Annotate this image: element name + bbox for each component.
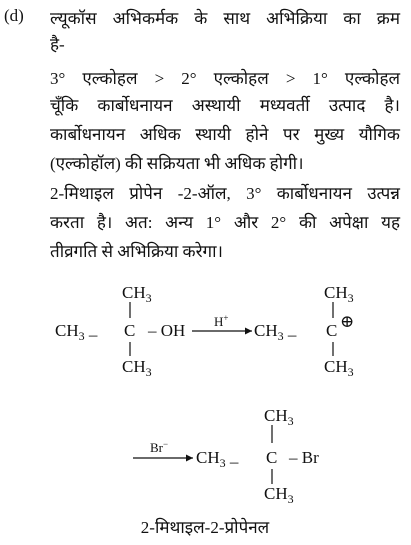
reactant-structure [55, 283, 185, 379]
positive-charge-icon: ⊕ [340, 312, 355, 331]
arrow-head [245, 328, 252, 335]
cation-top-group: $CH_3$ [324, 283, 354, 305]
text-line-5: कार्बोधनायन अधिक स्थायी होने पर मुख्य यौगिक [50, 125, 400, 144]
reactant-center-atom: C [124, 321, 136, 340]
cation-left-group: $CH_3$ – [254, 321, 297, 344]
reaction2-arrow [133, 439, 193, 462]
reactant-right-group: – OH [148, 321, 186, 340]
carbocation-structure [254, 283, 354, 379]
reaction1-arrow [192, 313, 252, 335]
text-line-1: ल्यूकॉस अभिकर्मक के साथ अभिक्रिया का क्रम [50, 9, 400, 28]
cation-center-atom: C [326, 321, 338, 340]
product-top-group: $CH_3$ [264, 406, 294, 428]
product-right-group: – Br [289, 448, 319, 467]
product-center-atom: C [266, 448, 278, 467]
reactant-left-group: $CH_3$ – [55, 321, 98, 344]
text-line-7: 2-मिथाइल प्रोपेन -2-ऑल, 3° कार्बोधनायन उत्पन्न [50, 184, 400, 203]
product-bottom-group: $CH_3$ [264, 484, 294, 506]
product-left-group: $CH_3$ – [196, 448, 239, 471]
reaction2-reagent: Br− [150, 439, 169, 455]
reactant-bottom-group: $CH_3$ [122, 357, 152, 379]
arrow-head [186, 455, 193, 462]
cation-bottom-group: $CH_3$ [324, 357, 354, 379]
option-label: (d) [4, 6, 24, 25]
product-name: 2-मिथाइल-2-प्रोपेनल [140, 518, 270, 537]
text-line-6: (एल्कोहॉल) की सक्रियता भी अधिक होगी। [50, 154, 304, 173]
text-line-4: चूँकि कार्बोधनायन अस्थायी मध्यवर्ती उत्पाद है। [50, 96, 400, 115]
text-line-3: 3° एल्कोहल > 2° एल्कोहल > 1° एल्कोहल [50, 69, 400, 88]
product-structure [196, 406, 319, 506]
reactant-top-group: $CH_3$ [122, 283, 152, 305]
text-line-2: है- [50, 35, 65, 54]
reaction1-reagent: H+ [214, 313, 229, 329]
text-line-8: करता है। अत: अन्य 1° और 2° की अपेक्षा यह [50, 213, 400, 232]
text-line-9: तीव्रगति से अभिक्रिया करेगा। [50, 242, 223, 261]
